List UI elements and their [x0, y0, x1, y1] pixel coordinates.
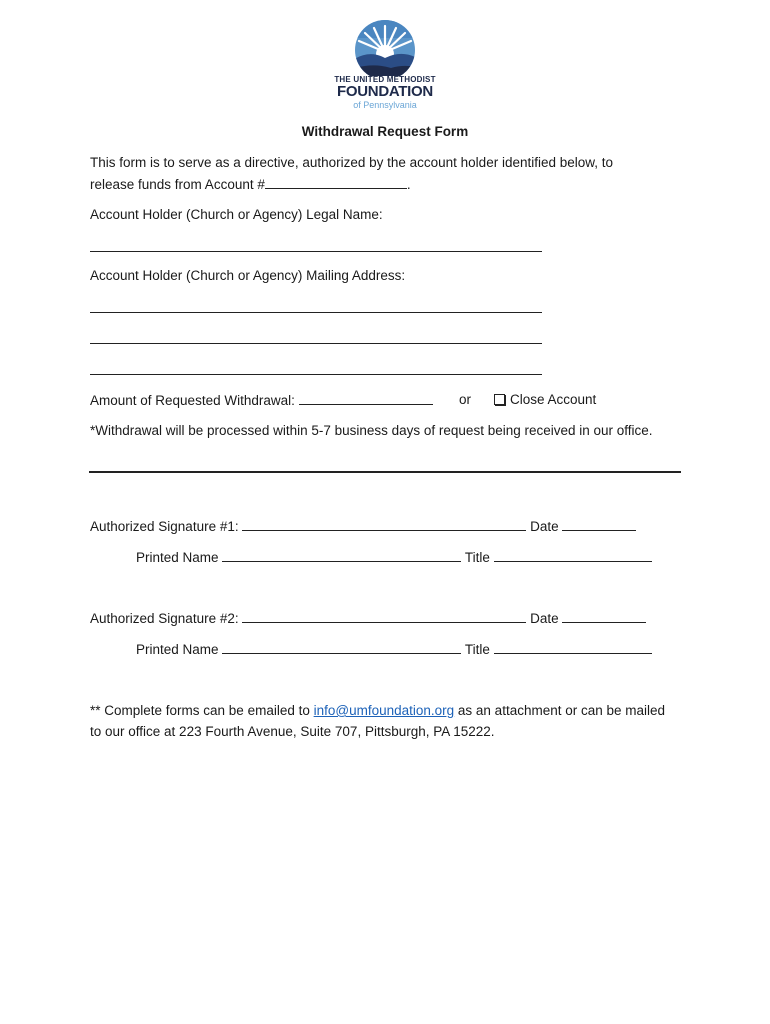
intro-line-2	[90, 175, 411, 194]
close-account-checkbox[interactable]	[494, 394, 505, 405]
footer-text-before: ** Complete forms can be emailed to	[90, 703, 314, 718]
amount-field[interactable]	[299, 391, 433, 405]
printed-name-2-field[interactable]	[222, 640, 461, 654]
form-title: Withdrawal Request Form	[301, 124, 469, 139]
date-2-field[interactable]	[562, 609, 646, 623]
printed-name-2-label: Printed Name	[136, 642, 219, 657]
date-1-field[interactable]	[562, 517, 636, 531]
email-link[interactable]: info@umfoundation.org	[313, 703, 455, 718]
logo-line-2: FOUNDATION	[337, 83, 433, 100]
signature-2-label: Authorized Signature #2:	[90, 611, 239, 626]
foundation-logo	[327, 18, 443, 114]
mailing-address-label: Account Holder (Church or Agency) Mailing Address:	[90, 268, 406, 283]
mailing-address-line-1[interactable]	[90, 312, 542, 313]
sunrise-emblem-icon	[327, 18, 443, 76]
intro-line-2-text: release funds from Account #	[90, 177, 265, 192]
footer-line-2: to our office at 223 Fourth Avenue, Suite 707, Pittsburgh, PA 15222.	[90, 724, 495, 739]
close-account-label: Close Account	[510, 392, 597, 407]
footer-line-1	[90, 702, 665, 720]
signature-1-field[interactable]	[242, 517, 526, 531]
title-2-label: Title	[464, 642, 490, 657]
mailing-address-line-3[interactable]	[90, 374, 542, 375]
title-1-label: Title	[464, 550, 490, 565]
signature-2-row	[90, 609, 646, 628]
printed-name-2-row	[136, 640, 652, 659]
amount-label: Amount of Requested Withdrawal:	[90, 393, 295, 408]
signature-1-label: Authorized Signature #1:	[90, 519, 239, 534]
intro-line-1: This form is to serve as a directive, authorized by the account holder identified below, to	[90, 155, 614, 170]
or-text: or	[459, 392, 472, 407]
mailing-address-line-2[interactable]	[90, 343, 542, 344]
logo-line-3: of Pennsylvania	[353, 100, 417, 110]
printed-name-1-label: Printed Name	[136, 550, 219, 565]
account-number-field[interactable]	[265, 175, 407, 189]
legal-name-field[interactable]	[90, 251, 542, 252]
logo-line-1: THE UNITED METHODIST	[334, 75, 436, 84]
footer-text-after: as an attachment or can be mailed	[454, 703, 666, 718]
legal-name-label: Account Holder (Church or Agency) Legal Name:	[90, 207, 383, 222]
signature-2-field[interactable]	[242, 609, 526, 623]
title-2-field[interactable]	[494, 640, 652, 654]
date-1-label: Date	[530, 519, 559, 534]
date-2-label: Date	[530, 611, 559, 626]
title-1-field[interactable]	[494, 548, 652, 562]
processing-note: *Withdrawal will be processed within 5-7 business days of request being received in our office.	[90, 423, 653, 438]
printed-name-1-row	[136, 548, 652, 567]
section-divider	[89, 471, 681, 473]
intro-end: .	[406, 177, 411, 192]
printed-name-1-field[interactable]	[222, 548, 461, 562]
close-account-option[interactable]	[494, 391, 596, 409]
amount-row	[90, 391, 433, 410]
signature-1-row	[90, 517, 636, 536]
